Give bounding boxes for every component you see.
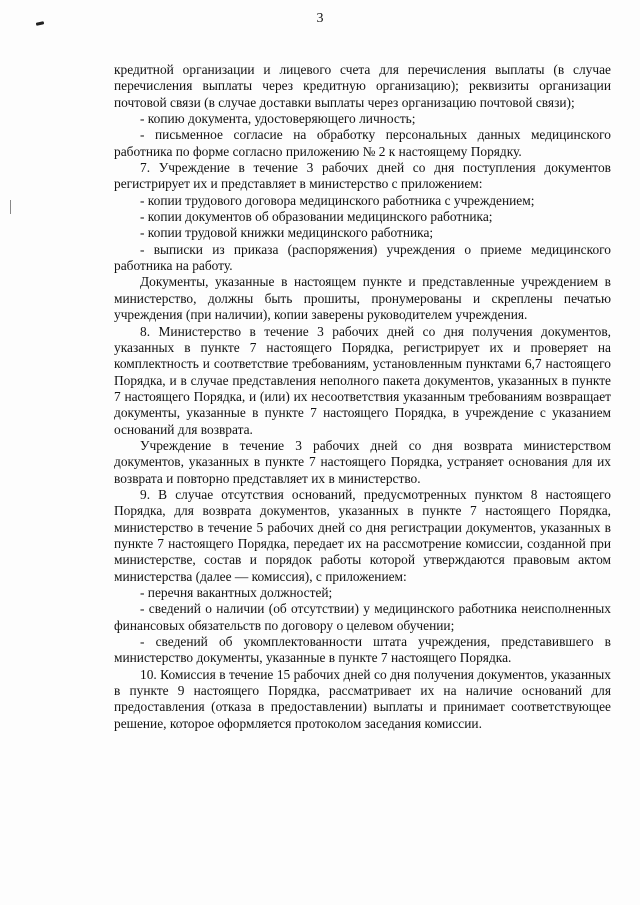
page-number: 3 [316, 11, 324, 26]
paragraph-return-correction: Учреждение в течение 3 рабочих дней со дня возврата министерством документов, указанных в пункте 7 настоящего Порядка, устраняет основания для их возврата и повторно представляет их в министерство. [114, 437, 611, 486]
list-item-employment-contract: - копии трудового договора медицинского работника с учреждением; [140, 192, 535, 208]
paragraph-documents-requirements: Документы, указанные в настоящем пункте и представленные учреждением в министерство, должны быть прошиты, пронумерованы и скреплены печатью учреждения (при наличии), копии заверены руководителем учреждения. [114, 274, 611, 323]
document-body [114, 62, 611, 732]
paragraph-clause-8: 8. Министерство в течение 3 рабочих дней со дня получения документов, указанных в пункте 7 настоящего Порядка, регистрирует их и проверяет на комплектность и соответствие требованиям, установленным пунктами 6,7 настоящего Порядка, и в случае представления неполного пакета документов, указанных в пункте 7 настоящего Порядка, и (или) их несоответствия указанным требованиям возвращает документы, указанные в пункте 7 настоящего Порядка, в учреждение с указанием оснований для возврата. [114, 323, 611, 437]
paragraph-clause-9: 9. В случае отсутствия оснований, предусмотренных пунктом 8 настоящего Порядка, для возврата документов, указанных в пункте 7 настоящего Порядка, министерство в течение 5 рабочих дней со дня регистрации документов, указанных в пункте 7 настоящего Порядка, передает их на рассмотрение комиссии, созданной при министерстве, состав и порядок работы которой утверждаются правовым актом министерства (далее — комиссия), с приложением: [114, 486, 611, 584]
margin-artifact-mark [10, 200, 11, 214]
paragraph-continuation: кредитной организации и лицевого счета для перечисления выплаты (в случае перечисления выплаты через кредитную организацию); реквизиты организации почтовой связи (в случае доставки выплаты через организацию почтовой связи); [114, 62, 611, 110]
list-item-education-documents: - копии документов об образовании медицинского работника; [140, 209, 493, 225]
list-item-financial-obligations: - сведений о наличии (об отсутствии) у медицинского работника неисполненных финансовых обязательств по договору о целевом обучении; [114, 601, 611, 633]
list-item-order-extract: - выписки из приказа (распоряжения) учреждения о приеме медицинского работника на работу. [114, 241, 611, 274]
list-item-vacancies: - перечня вакантных должностей; [140, 585, 333, 600]
list-item-staffing: - сведений об укомплектованности штата учреждения, представившего в министерство документы, указанные в пункте 7 настоящего Порядка. [114, 634, 611, 666]
list-item-identity-document: - копию документа, удостоверяющего личность; [140, 111, 416, 127]
paragraph-clause-10: 10. Комиссия в течение 15 рабочих дней со дня получения документов, указанных в пункте 9 настоящего Порядка, рассматривает их на наличие оснований для предоставления (отказа в предоставлении) выплаты и принимает соответствующее решение, которое оформляется протоколом заседания комиссии. [114, 666, 611, 731]
list-item-work-book: - копии трудовой книжки медицинского работника; [140, 225, 434, 241]
paragraph-clause-7: 7. Учреждение в течение 3 рабочих дней со дня поступления документов регистрирует их и представляет в министерство с приложением: [114, 160, 611, 192]
list-item-consent: - письменное согласие на обработку персональных данных медицинского работника по форме согласно приложению № 2 к настоящему Порядку. [114, 127, 611, 159]
